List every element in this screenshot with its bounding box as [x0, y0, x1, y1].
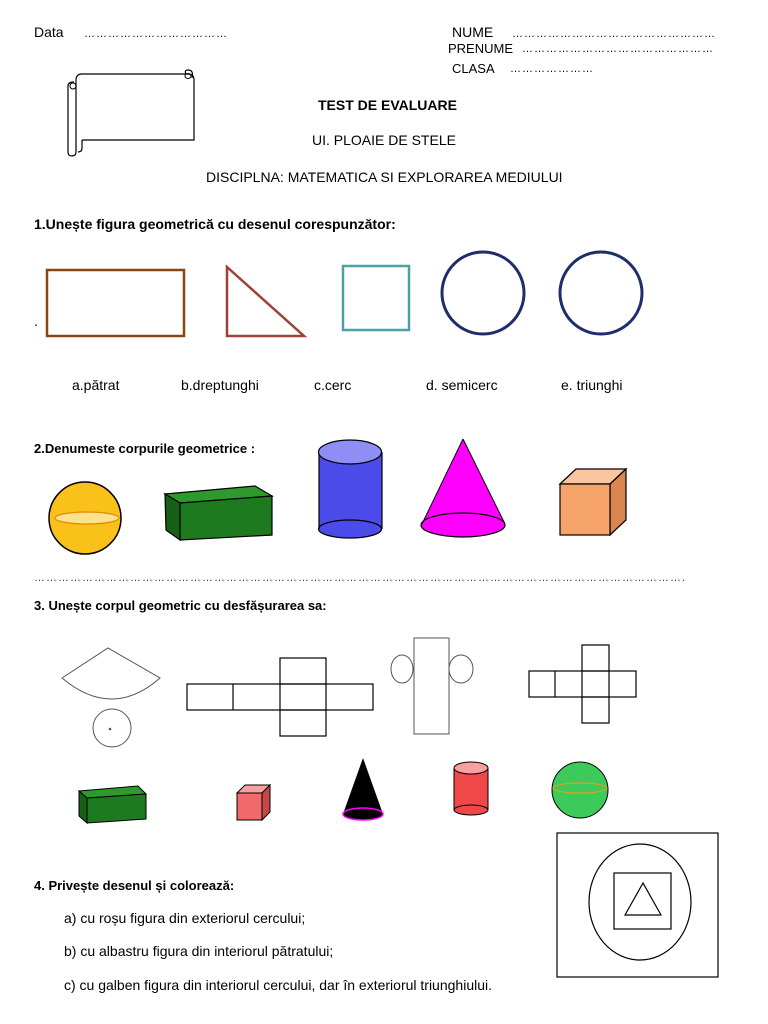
inner-square: [614, 873, 671, 929]
unit-title: UI. PLOAIE DE STELE: [312, 132, 456, 148]
date-dots: ………………………………: [84, 28, 228, 40]
exercise4-item-b: b) cu albastru figura din interiorul pătratului;: [64, 943, 334, 959]
exercise1-prompt: 1.Unește figura geometrică cu desenul corespunzător:: [34, 216, 396, 232]
inner-circle: [589, 844, 691, 960]
exercise4-item-a: a) cu roșu figura din exteriorul cercului;: [64, 910, 306, 926]
exercise3-prompt: 3. Unește corpul geometric cu desfășurarea sa:: [34, 598, 327, 613]
outer-square: [557, 833, 718, 977]
exercise4-item-c: c) cu galben figura din interiorul cercului, dar în exteriorul triunghiului.: [64, 977, 492, 993]
exercise1-dot: .: [34, 313, 38, 329]
name-dots: ……………………………………………: [512, 28, 716, 40]
label-e: e. triunghi: [561, 377, 623, 393]
name-label: NUME: [452, 24, 494, 40]
label-b: b.dreptunghi: [181, 377, 259, 393]
label-a: a.pătrat: [72, 377, 120, 393]
firstname-label: PRENUME: [448, 41, 514, 56]
test-title: TEST DE EVALUARE: [318, 97, 457, 113]
exercise2-answer-line: ……………………………………………………………………………………………………………………………………………….: [34, 572, 687, 584]
firstname-dots: …………………………………………: [522, 43, 714, 55]
label-d: d. semicerc: [426, 377, 498, 393]
date-label: Data: [34, 24, 64, 40]
class-dots: …………………: [510, 63, 594, 75]
exercise2-prompt: 2.Denumeste corpurile geometrice :: [34, 441, 256, 456]
inner-triangle: [625, 883, 661, 915]
class-label: CLASA: [452, 61, 495, 76]
discipline-title: DISCIPLNA: MATEMATICA SI EXPLORAREA MEDIULUI: [206, 169, 563, 185]
exercise4-prompt: 4. Privește desenul și colorează:: [34, 878, 235, 893]
label-c: c.cerc: [314, 377, 352, 393]
